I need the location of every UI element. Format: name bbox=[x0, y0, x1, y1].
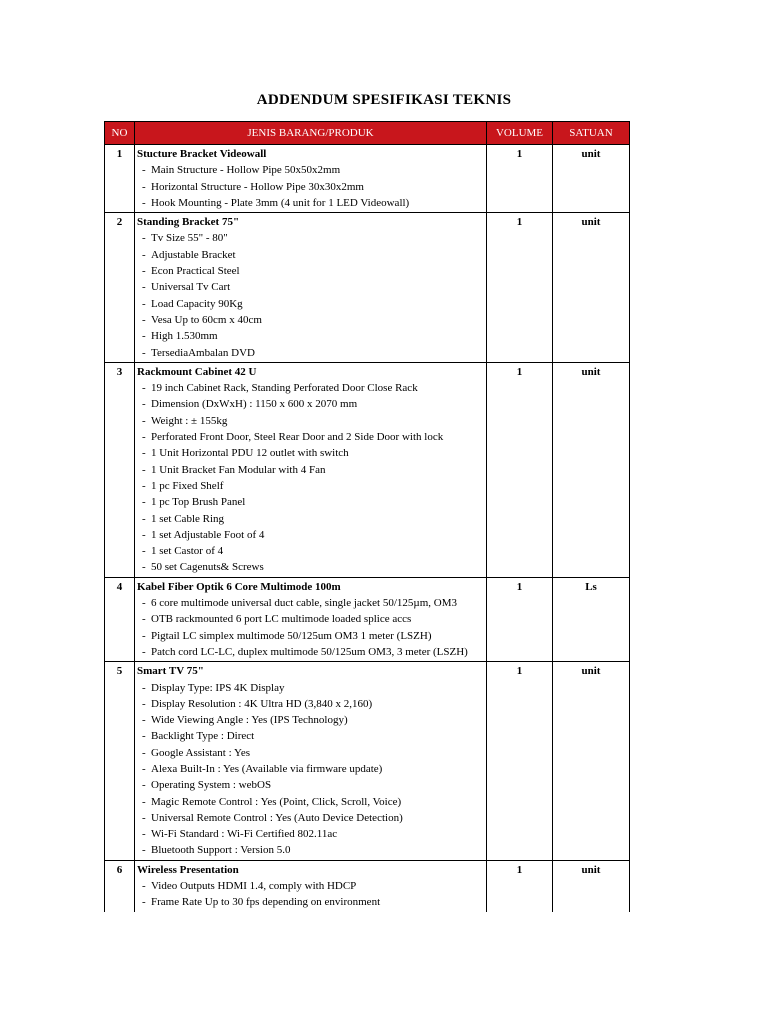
spec-text: TersediaAmbalan DVD bbox=[151, 346, 256, 359]
table-row bbox=[105, 860, 630, 911]
dash-bullet-icon: - bbox=[142, 528, 146, 541]
dash-bullet-icon: - bbox=[142, 795, 146, 808]
spec-text: 1 set Cable Ring bbox=[151, 512, 225, 525]
table-row bbox=[105, 362, 630, 577]
dash-bullet-icon: - bbox=[142, 164, 146, 177]
dash-bullet-icon: - bbox=[142, 297, 146, 310]
spec-item bbox=[137, 745, 486, 761]
spec-item bbox=[137, 712, 486, 728]
dash-bullet-icon: - bbox=[142, 697, 146, 710]
dash-bullet-icon: - bbox=[142, 281, 146, 294]
col-header-satuan: SATUAN bbox=[553, 122, 630, 145]
dash-bullet-icon: - bbox=[142, 811, 146, 824]
item-volume: 1 bbox=[487, 362, 553, 577]
dash-bullet-icon: - bbox=[142, 232, 146, 245]
dash-bullet-icon: - bbox=[142, 248, 146, 261]
item-description bbox=[135, 145, 487, 213]
item-description bbox=[135, 860, 487, 911]
dash-bullet-icon: - bbox=[142, 346, 146, 359]
dash-bullet-icon: - bbox=[142, 714, 146, 727]
dash-bullet-icon: - bbox=[142, 447, 146, 460]
spec-list bbox=[137, 162, 486, 211]
spec-item bbox=[137, 680, 486, 696]
spec-list bbox=[137, 380, 486, 576]
item-satuan: unit bbox=[553, 860, 630, 911]
item-volume: 1 bbox=[487, 860, 553, 911]
dash-bullet-icon: - bbox=[142, 828, 146, 841]
dash-bullet-icon: - bbox=[142, 779, 146, 792]
spec-text: Main Structure - Hollow Pipe 50x50x2mm bbox=[151, 164, 341, 177]
item-description bbox=[135, 362, 487, 577]
spec-item bbox=[137, 826, 486, 842]
spec-text: Universal Tv Cart bbox=[151, 281, 231, 294]
table-row bbox=[105, 145, 630, 213]
spec-item bbox=[137, 162, 486, 178]
spec-item bbox=[137, 559, 486, 575]
spec-item bbox=[137, 413, 486, 429]
spec-item bbox=[137, 263, 486, 279]
spec-text: 1 set Adjustable Foot of 4 bbox=[151, 528, 265, 541]
spec-text: Weight : ± 155kg bbox=[151, 414, 228, 427]
dash-bullet-icon: - bbox=[142, 896, 146, 909]
item-number: 6 bbox=[105, 860, 135, 911]
spec-text: Horizontal Structure - Hollow Pipe 30x30x2mm bbox=[151, 180, 364, 193]
item-description bbox=[135, 577, 487, 661]
dash-bullet-icon: - bbox=[142, 730, 146, 743]
spec-item bbox=[137, 728, 486, 744]
table-row bbox=[105, 213, 630, 363]
dash-bullet-icon: - bbox=[142, 463, 146, 476]
dash-bullet-icon: - bbox=[142, 597, 146, 610]
item-volume: 1 bbox=[487, 145, 553, 213]
dash-bullet-icon: - bbox=[142, 479, 146, 492]
spec-text: Backlight Type : Direct bbox=[151, 730, 255, 743]
spec-text: 50 set Cagenuts& Screws bbox=[151, 561, 264, 574]
spec-item bbox=[137, 494, 486, 510]
spec-text: Display Resolution : 4K Ultra HD (3,840 x 2,160) bbox=[151, 697, 373, 710]
spec-text: Pigtail LC simplex multimode 50/125um OM3 1 meter (LSZH) bbox=[151, 629, 432, 642]
spec-text: Wide Viewing Angle : Yes (IPS Technology) bbox=[151, 714, 348, 727]
item-satuan: unit bbox=[553, 662, 630, 861]
spec-item bbox=[137, 878, 486, 894]
item-satuan: unit bbox=[553, 362, 630, 577]
dash-bullet-icon: - bbox=[142, 496, 146, 509]
spec-item bbox=[137, 810, 486, 826]
spec-item bbox=[137, 628, 486, 644]
spec-item bbox=[137, 179, 486, 195]
spec-text: Bluetooth Support : Version 5.0 bbox=[151, 844, 291, 857]
spec-item bbox=[137, 543, 486, 559]
spec-text: Operating System : webOS bbox=[151, 779, 272, 792]
spec-text: Adjustable Bracket bbox=[151, 248, 236, 261]
dash-bullet-icon: - bbox=[142, 313, 146, 326]
dash-bullet-icon: - bbox=[142, 180, 146, 193]
spec-item bbox=[137, 279, 486, 295]
item-name: Stucture Bracket Videowall bbox=[137, 148, 267, 160]
spec-text: Perforated Front Door, Steel Rear Door and 2 Side Door with lock bbox=[151, 431, 444, 444]
spec-text: 1 pc Top Brush Panel bbox=[151, 496, 246, 509]
spec-item bbox=[137, 794, 486, 810]
table-row bbox=[105, 662, 630, 861]
dash-bullet-icon: - bbox=[142, 265, 146, 278]
spec-text: Wi-Fi Standard : Wi-Fi Certified 802.11ac bbox=[151, 828, 338, 841]
dash-bullet-icon: - bbox=[142, 196, 146, 209]
spec-text: Display Type: IPS 4K Display bbox=[151, 681, 285, 694]
spec-text: High 1.530mm bbox=[151, 330, 218, 343]
spec-item bbox=[137, 312, 486, 328]
spec-item bbox=[137, 842, 486, 858]
spec-item bbox=[137, 429, 486, 445]
item-number: 5 bbox=[105, 662, 135, 861]
item-name: Standing Bracket 75" bbox=[137, 216, 240, 229]
spec-item bbox=[137, 761, 486, 777]
spec-text: Tv Size 55" - 80" bbox=[151, 232, 228, 245]
item-name: Rackmount Cabinet 42 U bbox=[137, 365, 257, 378]
spec-item bbox=[137, 445, 486, 461]
table-row bbox=[105, 577, 630, 661]
table-header bbox=[105, 122, 630, 145]
item-name: Kabel Fiber Optik 6 Core Multimode 100m bbox=[137, 580, 341, 593]
col-header-name: JENIS BARANG/PRODUK bbox=[135, 122, 487, 145]
spec-item bbox=[137, 380, 486, 396]
dash-bullet-icon: - bbox=[142, 681, 146, 694]
spec-item bbox=[137, 478, 486, 494]
item-number: 4 bbox=[105, 577, 135, 661]
spec-item bbox=[137, 527, 486, 543]
dash-bullet-icon: - bbox=[142, 330, 146, 343]
dash-bullet-icon: - bbox=[142, 382, 146, 395]
spec-text: 1 set Castor of 4 bbox=[151, 545, 224, 558]
item-satuan: Ls bbox=[553, 577, 630, 661]
item-volume: 1 bbox=[487, 662, 553, 861]
item-volume: 1 bbox=[487, 577, 553, 661]
item-number: 2 bbox=[105, 213, 135, 363]
dash-bullet-icon: - bbox=[142, 398, 146, 411]
spec-item bbox=[137, 595, 486, 611]
spec-item bbox=[137, 345, 486, 361]
dash-bullet-icon: - bbox=[142, 746, 146, 759]
spec-list bbox=[137, 230, 486, 360]
spec-list bbox=[137, 680, 486, 859]
spec-item bbox=[137, 462, 486, 478]
spec-list bbox=[137, 878, 486, 911]
dash-bullet-icon: - bbox=[142, 613, 146, 626]
col-header-no: NO bbox=[105, 122, 135, 145]
spec-item bbox=[137, 230, 486, 246]
spec-item bbox=[137, 894, 486, 910]
dash-bullet-icon: - bbox=[142, 629, 146, 642]
spec-text: Hook Mounting - Plate 3mm (4 unit for 1 LED Videowall) bbox=[151, 196, 410, 209]
spec-text: 1 pc Fixed Shelf bbox=[151, 479, 224, 492]
spec-text: 19 inch Cabinet Rack, Standing Perforated Door Close Rack bbox=[151, 382, 418, 395]
spec-text: Econ Practical Steel bbox=[151, 265, 240, 278]
spec-item bbox=[137, 247, 486, 263]
spec-text: 1 Unit Bracket Fan Modular with 4 Fan bbox=[151, 463, 326, 476]
spec-list bbox=[137, 595, 486, 660]
spec-text: Frame Rate Up to 30 fps depending on environment bbox=[151, 896, 381, 909]
item-number: 3 bbox=[105, 362, 135, 577]
spec-item bbox=[137, 511, 486, 527]
spec-item bbox=[137, 396, 486, 412]
document-title: ADDENDUM SPESIFIKASI TEKNIS bbox=[256, 92, 512, 108]
spec-item bbox=[137, 296, 486, 312]
dash-bullet-icon: - bbox=[142, 880, 146, 893]
spec-text: Video Outputs HDMI 1.4, comply with HDCP bbox=[151, 880, 357, 893]
dash-bullet-icon: - bbox=[142, 512, 146, 525]
spec-text: OTB rackmounted 6 port LC multimode loaded splice accs bbox=[151, 613, 412, 626]
dash-bullet-icon: - bbox=[142, 414, 146, 427]
spec-item bbox=[137, 611, 486, 627]
spec-text: Patch cord LC-LC, duplex multimode 50/125um OM3, 3 meter (LSZH) bbox=[151, 645, 468, 658]
spec-text: 1 Unit Horizontal PDU 12 outlet with switch bbox=[151, 447, 349, 460]
spec-text: 6 core multimode universal duct cable, single jacket 50/125µm, OM3 bbox=[151, 597, 458, 610]
spec-text: Load Capacity 90Kg bbox=[151, 297, 243, 310]
spec-text: Vesa Up to 60cm x 40cm bbox=[151, 313, 262, 326]
item-number: 1 bbox=[105, 145, 135, 213]
dash-bullet-icon: - bbox=[142, 545, 146, 558]
spec-text: Magic Remote Control : Yes (Point, Click, Scroll, Voice) bbox=[151, 795, 402, 808]
item-name: Wireless Presentation bbox=[137, 863, 239, 876]
item-description bbox=[135, 213, 487, 363]
spec-text: Alexa Built-In : Yes (Available via firmware update) bbox=[151, 762, 383, 775]
dash-bullet-icon: - bbox=[142, 762, 146, 775]
spec-item bbox=[137, 328, 486, 344]
spec-table bbox=[104, 121, 630, 912]
spec-item bbox=[137, 644, 486, 660]
dash-bullet-icon: - bbox=[142, 561, 146, 574]
dash-bullet-icon: - bbox=[142, 645, 146, 658]
item-description bbox=[135, 662, 487, 861]
spec-text: Google Assistant : Yes bbox=[151, 746, 251, 759]
table-body bbox=[105, 145, 630, 912]
col-header-volume: VOLUME bbox=[487, 122, 553, 145]
spec-item bbox=[137, 195, 486, 211]
item-satuan: unit bbox=[553, 213, 630, 363]
item-satuan: unit bbox=[553, 145, 630, 213]
item-volume: 1 bbox=[487, 213, 553, 363]
item-name: Smart TV 75" bbox=[137, 665, 204, 678]
dash-bullet-icon: - bbox=[142, 431, 146, 444]
spec-text: Dimension (DxWxH) : 1150 x 600 x 2070 mm bbox=[151, 398, 358, 411]
dash-bullet-icon: - bbox=[142, 844, 146, 857]
spec-text: Universal Remote Control : Yes (Auto Device Detection) bbox=[151, 811, 403, 824]
spec-item bbox=[137, 696, 486, 712]
spec-item bbox=[137, 777, 486, 793]
